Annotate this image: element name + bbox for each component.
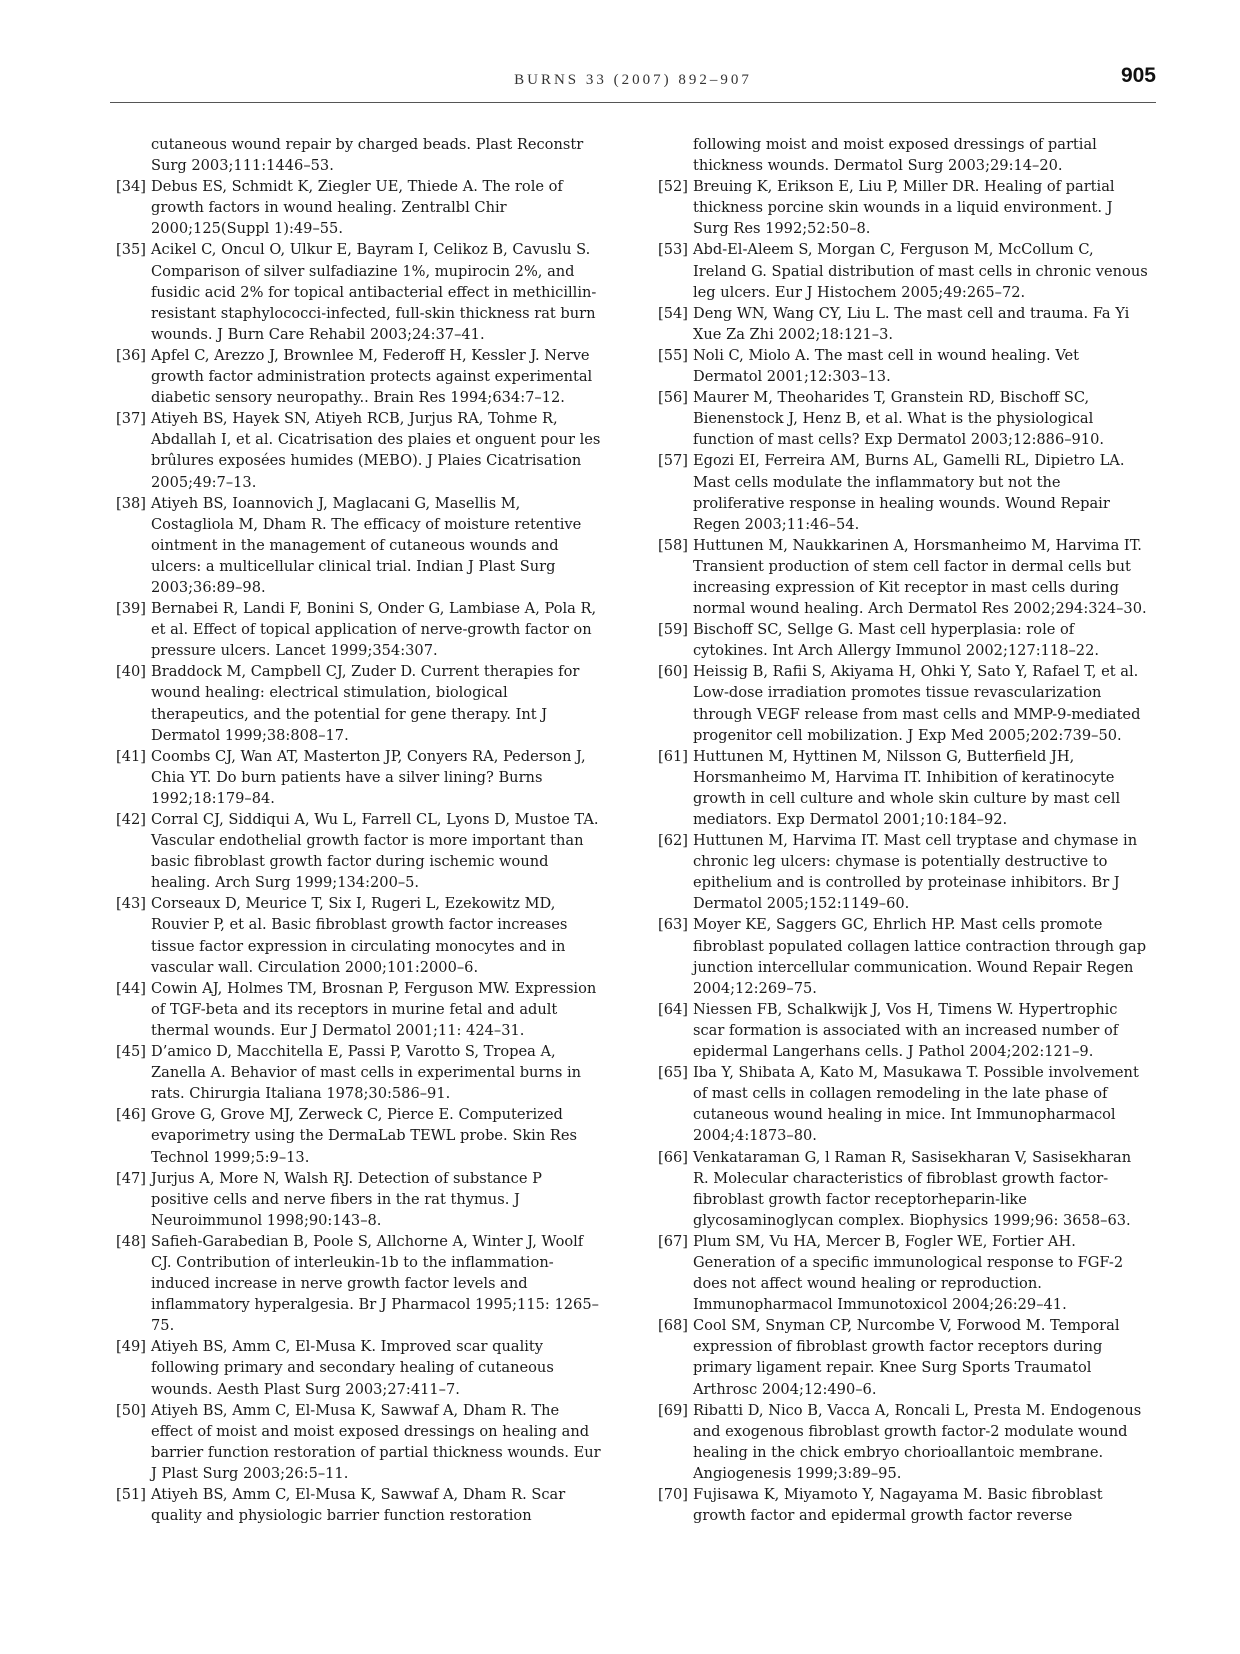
reference-number: [63] — [658, 916, 688, 934]
reference-number: [37] — [116, 410, 146, 428]
reference-text: Jurjus A, More N, Walsh RJ. Detection of substance P positive cells and nerve fibers in the rat thymus. J Neuroimmunol 1998;90:143–8. — [151, 1169, 542, 1229]
reference-number: [60] — [658, 663, 688, 681]
reference-entry — [116, 598, 604, 661]
reference-text: Breuing K, Erikson E, Liu P, Miller DR. Healing of partial thickness porcine skin wounds in a liquid environment. J Surg Res 1992;52:50–8. — [693, 178, 1115, 238]
reference-number: [44] — [116, 979, 146, 997]
reference-number: [64] — [658, 1000, 688, 1018]
reference-text: Abd-El-Aleem S, Morgan C, Ferguson M, McCollum C, Ireland G. Spatial distribution of mast cells in chronic venous leg ulcers. Eur J Histochem 2005;49:265–72. — [693, 241, 1148, 301]
reference-number: [65] — [658, 1064, 688, 1082]
page-number: 905 — [1120, 64, 1156, 87]
reference-number: [54] — [658, 304, 688, 322]
reference-entry — [658, 535, 1148, 619]
reference-entry — [658, 1484, 1148, 1526]
reference-number: [50] — [116, 1401, 146, 1419]
reference-number: [41] — [116, 747, 146, 765]
reference-number: [35] — [116, 241, 146, 259]
reference-entry — [658, 661, 1148, 745]
reference-number: [61] — [658, 747, 688, 765]
reference-text: Noli C, Miolo A. The mast cell in wound healing. Vet Dermatol 2001;12:303–13. — [693, 346, 1080, 386]
reference-number: [53] — [658, 241, 688, 259]
running-head: BURNS 33 (2007) 892–907 — [514, 72, 752, 88]
reference-entry — [116, 493, 604, 598]
reference-entry — [116, 893, 604, 977]
reference-text: Braddock M, Campbell CJ, Zuder D. Current therapies for wound healing: electrical stimulation, biological therapeutics, and the potential for gene therapy. Int J Dermatol 1999;38:808–17. — [151, 663, 580, 744]
reference-entry — [658, 1400, 1148, 1484]
reference-number: [42] — [116, 811, 146, 828]
reference-number: [62] — [658, 832, 688, 850]
reference-text: Atiyeh BS, Amm C, El-Musa K, Sawwaf A, Dham R. Scar quality and physiologic barrier function restoration — [151, 1486, 566, 1525]
reference-text: Egozi EI, Ferreira AM, Burns AL, Gamelli RL, Dipietro LA. Mast cells modulate the inflammatory but not the proliferative response in healing wounds. Wound Repair Regen 2003;11:46–54. — [693, 452, 1125, 533]
reference-list-right — [658, 176, 1148, 1526]
reference-number: [52] — [658, 178, 688, 196]
reference-entry — [658, 450, 1148, 534]
reference-entry — [116, 661, 604, 745]
reference-text: D’amico D, Macchitella E, Passi P, Varotto S, Tropea A, Zanella A. Behavior of mast cells in experimental burns in rats. Chirurgia Italiana 1978;30:586–91. — [151, 1043, 582, 1103]
reference-entry — [658, 999, 1148, 1062]
reference-text: Bischoff SC, Sellge G. Mast cell hyperplasia: role of cytokines. Int Arch Allergy Immunol 2002;127:118–22. — [693, 621, 1100, 660]
reference-text: Coombs CJ, Wan AT, Masterton JP, Conyers RA, Pederson J, Chia YT. Do burn patients have a silver lining? Burns 1992;18:179–84. — [151, 747, 586, 807]
reference-entry — [116, 176, 604, 239]
reference-entry — [116, 746, 604, 809]
reference-entry — [116, 1336, 604, 1399]
reference-entry — [116, 239, 604, 344]
reference-text: Huttunen M, Harvima IT. Mast cell tryptase and chymase in chronic leg ulcers: chymase is potentially destructive to epithelium and is controlled by proteinase inhibitors. Br J Dermatol 2005;152:1149–60. — [693, 832, 1138, 913]
reference-continuation: cutaneous wound repair by charged beads. Plast Reconstr Surg 2003;111:1446–53. — [151, 136, 584, 175]
reference-entry — [658, 176, 1148, 239]
reference-entry — [658, 387, 1148, 450]
reference-number: [66] — [658, 1148, 688, 1166]
reference-number: [59] — [658, 621, 688, 639]
reference-entry — [116, 408, 604, 492]
reference-entry — [116, 345, 604, 408]
reference-entry — [116, 1484, 604, 1526]
reference-text: Atiyeh BS, Amm C, El-Musa K. Improved scar quality following primary and secondary healing of cutaneous wounds. Aesth Plast Surg 2003;27:411–7. — [151, 1338, 554, 1398]
reference-number: [34] — [116, 178, 146, 196]
reference-text: Safieh-Garabedian B, Poole S, Allchorne A, Winter J, Woolf CJ. Contribution of interleukin-1b to the inflammation-induced increase in nerve growth factor levels and inflammatory hyperalgesia. Br J Pharmacol 1995;115: 1265–75. — [151, 1232, 599, 1335]
reference-number: [56] — [658, 389, 688, 407]
reference-entry — [658, 345, 1148, 387]
reference-number: [57] — [658, 452, 688, 470]
reference-list-left — [116, 176, 604, 1526]
reference-entry — [116, 1231, 604, 1336]
reference-entry — [116, 978, 604, 1041]
reference-continuation: following moist and moist exposed dressings of partial thickness wounds. Dermatol Surg 2003;29:14–20. — [693, 136, 1097, 175]
reference-text: Atiyeh BS, Ioannovich J, Maglacani G, Masellis M, Costagliola M, Dham R. The efficacy of moisture retentive ointment in the management of cutaneous wounds and ulcers: a multicellular clinical trial. Indian J Plast Surg 2003;36:89–98. — [151, 494, 582, 596]
reference-text: Corseaux D, Meurice T, Six I, Rugeri L, Ezekowitz MD, Rouvier P, et al. Basic fibroblast growth factor increases tissue factor expression in circulating monocytes and in vascular wall. Circulation 2000;101:2000–6. — [151, 895, 568, 976]
reference-entry — [658, 1231, 1148, 1315]
reference-text: Venkataraman G, l Raman R, Sasisekharan V, Sasisekharan R. Molecular characteristics of fibroblast growth factor-fibroblast growth factor receptorheparin-like glycosaminoglycan complex. Biophysics 1999;96: 3658–63. — [693, 1148, 1132, 1229]
reference-text: Niessen FB, Schalkwijk J, Vos H, Timens W. Hypertrophic scar formation is associated with an increased number of epidermal Langerhans cells. J Pathol 2004;202:121–9. — [693, 1000, 1119, 1061]
page-header — [110, 62, 1156, 103]
reference-text: Ribatti D, Nico B, Vacca A, Roncali L, Presta M. Endogenous and exogenous fibroblast growth factor-2 modulate wound healing in the chick embryo chorioallantoic membrane. Angiogenesis 1999;3:89–95. — [693, 1401, 1142, 1482]
reference-text: Maurer M, Theoharides T, Granstein RD, Bischoff SC, Bienenstock J, Henz B, et al. What is the physiological function of mast cells? Exp Dermatol 2003;12:886–910. — [693, 389, 1105, 449]
reference-text: Apfel C, Arezzo J, Brownlee M, Federoff H, Kessler J. Nerve growth factor administration protects against experimental diabetic sensory neuropathy.. Brain Res 1994;634:7–12. — [151, 346, 593, 407]
reference-text: Moyer KE, Saggers GC, Ehrlich HP. Mast cells promote fibroblast populated collagen lattice contraction through gap junction intercellular communication. Wound Repair Regen 2004;12:269–75. — [693, 916, 1147, 997]
reference-number: [48] — [116, 1232, 146, 1250]
reference-text: Heissig B, Rafii S, Akiyama H, Ohki Y, Sato Y, Rafael T, et al. Low-dose irradiation promotes tissue revascularization through VEGF release from mast cells and MMP-9-mediated progenitor cell mobilization. J Exp Med 2005;202:739–50. — [693, 663, 1141, 744]
reference-entry — [116, 1400, 604, 1484]
reference-text: Deng WN, Wang CY, Liu L. The mast cell and trauma. Fa Yi Xue Za Zhi 2002;18:121–3. — [693, 304, 1130, 343]
left-column — [116, 134, 604, 1526]
reference-number: [36] — [116, 346, 146, 364]
reference-entry — [658, 619, 1148, 661]
reference-number: [45] — [116, 1043, 146, 1061]
reference-text: Atiyeh BS, Amm C, El-Musa K, Sawwaf A, Dham R. The effect of moist and moist exposed dressings on healing and barrier function restoration of partial thickness wounds. Eur J Plast Surg 2003;26:5–11. — [151, 1401, 601, 1482]
reference-number: [55] — [658, 346, 688, 364]
reference-text: Cowin AJ, Holmes TM, Brosnan P, Ferguson MW. Expression of TGF-beta and its receptors in murine fetal and adult thermal wounds. Eur J Dermatol 2001;11: 424–31. — [151, 979, 597, 1039]
reference-text: Atiyeh BS, Hayek SN, Atiyeh RCB, Jurjus RA, Tohme R, Abdallah I, et al. Cicatrisation des plaies et onguent pour les brûlures exposées humides (MEBO). J Plaies Cicatrisation 2005;49:7–13. — [151, 410, 601, 491]
reference-entry — [658, 303, 1148, 345]
reference-number: [43] — [116, 895, 146, 913]
reference-text: Bernabei R, Landi F, Bonini S, Onder G, Lambiase A, Pola R, et al. Effect of topical application of nerve-growth factor on pressure ulcers. Lancet 1999;354:307. — [151, 600, 597, 660]
reference-text: Cool SM, Snyman CP, Nurcombe V, Forwood M. Temporal expression of fibroblast growth factor receptors during primary ligament repair. Knee Surg Sports Traumatol Arthrosc 2004;12:490–6. — [693, 1317, 1120, 1398]
reference-entry — [658, 914, 1148, 998]
reference-entry — [116, 809, 604, 893]
reference-entry — [658, 746, 1148, 830]
reference-number: [47] — [116, 1169, 146, 1187]
reference-entry — [658, 1147, 1148, 1231]
reference-entry — [658, 1315, 1148, 1399]
reference-number: [68] — [658, 1317, 688, 1335]
reference-text: Grove G, Grove MJ, Zerweck C, Pierce E. Computerized evaporimetry using the DermaLab TEWL probe. Skin Res Technol 1999;5:9–13. — [151, 1106, 577, 1166]
reference-number: [40] — [116, 663, 146, 681]
reference-number: [58] — [658, 536, 688, 554]
reference-entry — [658, 1062, 1148, 1146]
reference-text: Huttunen M, Hyttinen M, Nilsson G, Butterfield JH, Horsmanheimo M, Harvima IT. Inhibition of keratinocyte growth in cell culture and whole skin culture by mast cell mediators. Exp Dermatol 2001;10:184–92. — [693, 747, 1121, 828]
reference-entry — [658, 830, 1148, 914]
reference-number: [46] — [116, 1106, 146, 1124]
reference-entry — [116, 1104, 604, 1167]
reference-number: [49] — [116, 1338, 146, 1356]
reference-number: [70] — [658, 1486, 688, 1503]
reference-text: Corral CJ, Siddiqui A, Wu L, Farrell CL, Lyons D, Mustoe TA. Vascular endothelial growth factor is more important than basic fibroblast growth factor during ischemic wound healing. Arch Surg 1999;134:200–5. — [151, 811, 599, 892]
reference-number: [67] — [658, 1232, 688, 1250]
reference-entry — [116, 1168, 604, 1231]
reference-text: Debus ES, Schmidt K, Ziegler UE, Thiede A. The role of growth factors in wound healing. Zentralbl Chir 2000;125(Suppl 1):49–55. — [151, 178, 563, 238]
reference-number: [38] — [116, 494, 146, 512]
reference-number: [69] — [658, 1401, 688, 1419]
reference-number: [51] — [116, 1486, 146, 1503]
reference-text: Fujisawa K, Miyamoto Y, Nagayama M. Basic fibroblast growth factor and epidermal growth factor reverse — [693, 1486, 1103, 1525]
reference-text: Iba Y, Shibata A, Kato M, Masukawa T. Possible involvement of mast cells in collagen remodeling in the late phase of cutaneous wound healing in mice. Int Immunopharmacol 2004;4:1873–80. — [693, 1064, 1139, 1145]
right-column — [658, 134, 1148, 1526]
reference-text: Huttunen M, Naukkarinen A, Horsmanheimo M, Harvima IT. Transient production of stem cell factor in dermal cells but increasing expression of Kit receptor in mast cells during normal wound healing. Arch Dermatol Res 2002;294:324–30. — [693, 536, 1147, 618]
reference-number: [39] — [116, 600, 146, 618]
reference-entry — [658, 239, 1148, 302]
reference-text: Plum SM, Vu HA, Mercer B, Fogler WE, Fortier AH. Generation of a specific immunological response to FGF-2 does not affect wound healing or reproduction. Immunopharmacol Immunotoxicol 2004;26:29–41. — [693, 1232, 1124, 1314]
reference-entry — [116, 1041, 604, 1104]
reference-text: Acikel C, Oncul O, Ulkur E, Bayram I, Celikoz B, Cavuslu S. Comparison of silver sulfadiazine 1%, mupirocin 2%, and fusidic acid 2% for topical antibacterial effect in methicillin-resistant staphylococci-infected, full-skin thickness rat burn wounds. J Burn Care Rehabil 2003;24:37–41. — [151, 241, 597, 343]
